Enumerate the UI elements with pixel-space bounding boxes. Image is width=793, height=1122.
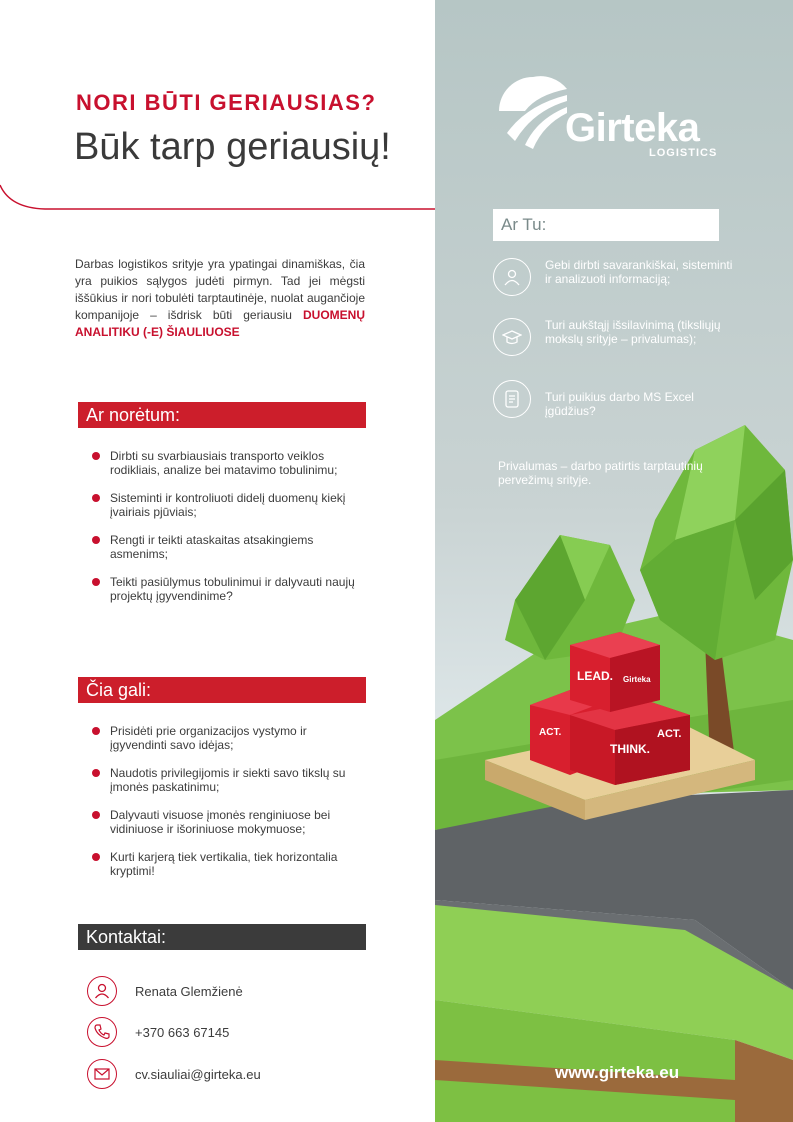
cia-gali-header: Čia gali: bbox=[78, 677, 366, 703]
list-item: Naudotis privilegijomis ir siekti savo tikslų su įmonės paskatinimu; bbox=[92, 766, 364, 794]
list-item: Teikti pasiūlymus tobulinimui ir dalyvauti naujų projektų įgyvendinime? bbox=[92, 575, 364, 603]
box-logo: Girteka bbox=[623, 675, 651, 684]
brand-sub: LOGISTICS bbox=[649, 147, 718, 159]
bullet-icon bbox=[92, 536, 100, 544]
ar-noretum-list bbox=[92, 449, 364, 617]
ar-tu-header: Ar Tu: bbox=[493, 209, 719, 241]
person-icon bbox=[87, 976, 117, 1006]
girteka-logo-icon bbox=[497, 75, 569, 153]
intro-highlight: DUOMENŲ ANALITIKU (-E) ŠIAULIUOSE bbox=[75, 308, 365, 339]
headline: NORI BŪTI GERIAUSIAS? bbox=[76, 90, 377, 115]
list-item: Sisteminti ir kontroliuoti didelį duomenų kiekį įvairiais pjūviais; bbox=[92, 491, 364, 519]
bullet-icon bbox=[92, 811, 100, 819]
intro-paragraph bbox=[75, 256, 365, 341]
right-column bbox=[435, 0, 793, 1122]
bullet-icon bbox=[92, 578, 100, 586]
box-label-act-right: ACT. bbox=[657, 728, 682, 740]
website-link[interactable]: www.girteka.eu bbox=[555, 1063, 680, 1082]
cia-gali-list bbox=[92, 724, 364, 892]
list-item: Prisidėti prie organizacijos vystymo ir įgyvendinti savo idėjas; bbox=[92, 724, 364, 752]
bullet-icon bbox=[92, 769, 100, 777]
brand-name: Girteka bbox=[565, 106, 700, 150]
graduation-cap-icon bbox=[493, 318, 531, 356]
contacts-header: Kontaktai: bbox=[78, 924, 366, 950]
bullet-icon bbox=[92, 452, 100, 460]
person-icon bbox=[493, 258, 531, 296]
list-item: Dalyvauti visuose įmonės renginiuose bei vidiniuose ir išoriniuose mokymuose; bbox=[92, 808, 364, 836]
advantage-text: Privalumas – darbo patirtis tarptautinių pervežimų srityje. bbox=[498, 459, 703, 487]
contact-email[interactable]: cv.siauliai@girteka.eu bbox=[135, 1067, 261, 1082]
mail-icon bbox=[87, 1059, 117, 1089]
contact-name: Renata Glemžienė bbox=[135, 984, 243, 999]
list-item: Kurti karjerą tiek vertikalia, tiek horizontalia kryptimi! bbox=[92, 850, 364, 878]
ar-noretum-header: Ar norėtum: bbox=[78, 402, 366, 428]
box-label-lead: LEAD. bbox=[577, 669, 613, 683]
bullet-icon bbox=[92, 494, 100, 502]
bullet-icon bbox=[92, 853, 100, 861]
list-item: Rengti ir teikti ataskaitas atsakingiems asmenims; bbox=[92, 533, 364, 561]
requirement-text: Turi aukštąjį išsilavinimą (tiksliųjų mokslų srityje – privalumas); bbox=[545, 318, 721, 346]
subheadline: Būk tarp geriausių! bbox=[74, 126, 391, 168]
document-icon bbox=[493, 380, 531, 418]
box-label-think: THINK. bbox=[610, 742, 650, 756]
phone-icon bbox=[87, 1017, 117, 1047]
requirement-text: Turi puikius darbo MS Excel įgūdžius? bbox=[545, 390, 694, 418]
list-item: Dirbti su svarbiausiais transporto veiklos rodikliais, analize bei matavimo tobulinimu; bbox=[92, 449, 364, 477]
illustration-scene bbox=[435, 0, 793, 1122]
contact-phone[interactable]: +370 663 67145 bbox=[135, 1025, 230, 1040]
intro-text: Darbas logistikos srityje yra ypatingai dinamiškas, čia yra puikios sąlygos judėti pirmyn. Tad jei mėgsti iššūkius ir nori tobulėti tarptautinėje, nuolat augančioje kompanijoje – išdrisk būti geriausiu bbox=[75, 257, 365, 322]
bullet-icon bbox=[92, 727, 100, 735]
decorative-curve bbox=[0, 160, 435, 220]
requirement-text: Gebi dirbti savarankiškai, sisteminti ir analizuoti informaciją; bbox=[545, 258, 733, 286]
box-label-act-left: ACT. bbox=[539, 727, 562, 738]
